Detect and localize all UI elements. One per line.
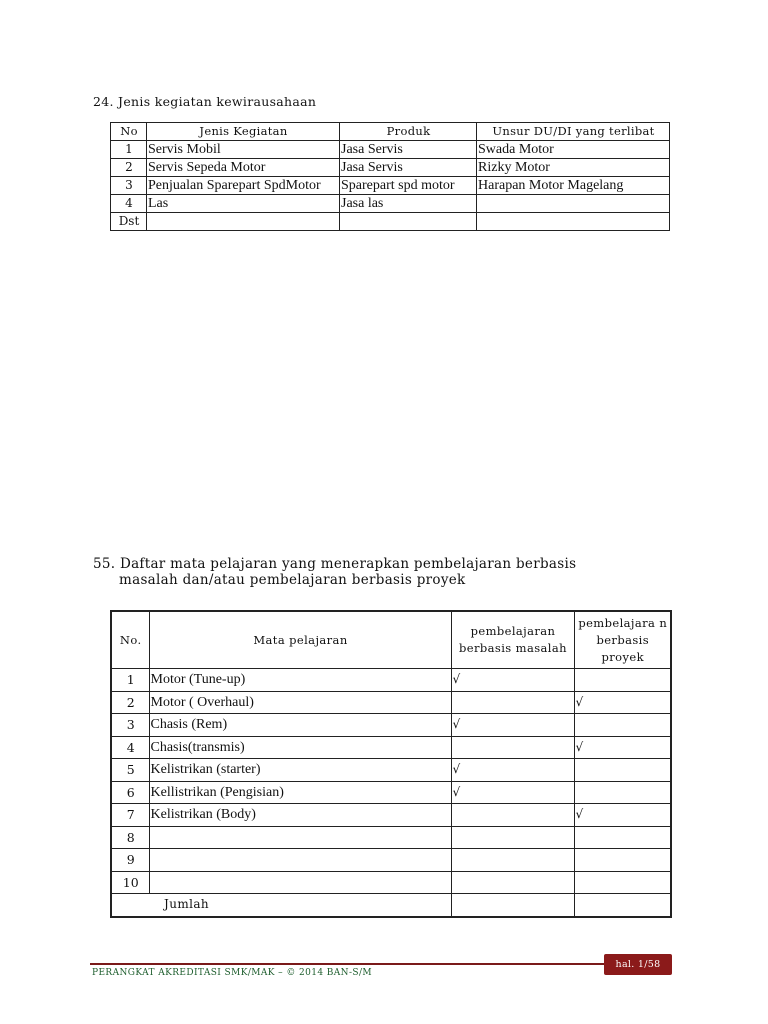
table-row xyxy=(111,213,670,231)
cell-mapel: Kelistrikan (Body) xyxy=(149,804,451,827)
cell-masalah-check xyxy=(451,691,574,714)
cell-kegiatan: Penjualan Sparepart SpdMotor xyxy=(147,177,340,195)
section-24-heading: 24. Jenis kegiatan kewirausahaan xyxy=(93,94,317,109)
cell-unsur: Rizky Motor xyxy=(477,159,670,177)
cell-mapel: Chasis(transmis) xyxy=(149,736,451,759)
cell-proyek-check xyxy=(574,781,671,804)
col-header-kegiatan: Jenis Kegiatan xyxy=(147,123,340,141)
table-row xyxy=(111,714,671,737)
col-header-no: No. xyxy=(111,611,149,669)
cell-masalah-check: √ xyxy=(451,669,574,692)
subjects-table xyxy=(110,610,672,918)
col-header-produk: Produk xyxy=(340,123,477,141)
table-row xyxy=(111,669,671,692)
cell-proyek-check xyxy=(574,849,671,872)
cell-masalah-check: √ xyxy=(451,759,574,782)
cell-no: 2 xyxy=(111,159,147,177)
table-row xyxy=(111,691,671,714)
cell-masalah-check xyxy=(451,826,574,849)
cell-mapel xyxy=(149,826,451,849)
cell-unsur xyxy=(477,195,670,213)
cell-proyek-check xyxy=(574,669,671,692)
total-proyek xyxy=(574,894,671,917)
col-header-masalah: pembelajaran berbasis masalah xyxy=(451,611,574,669)
cell-unsur: Harapan Motor Magelang xyxy=(477,177,670,195)
table-row xyxy=(111,826,671,849)
cell-no: 6 xyxy=(111,781,149,804)
cell-produk: Sparepart spd motor xyxy=(340,177,477,195)
footer-divider xyxy=(90,963,672,965)
cell-masalah-check: √ xyxy=(451,781,574,804)
table-row xyxy=(111,849,671,872)
cell-no: 3 xyxy=(111,714,149,737)
table-row xyxy=(111,177,670,195)
entrepreneurship-table xyxy=(110,122,670,231)
cell-no: 1 xyxy=(111,669,149,692)
cell-no: 3 xyxy=(111,177,147,195)
cell-no: Dst xyxy=(111,213,147,231)
table-row xyxy=(111,759,671,782)
footer-text: PERANGKAT AKREDITASI SMK/MAK – © 2014 BAN-S/M xyxy=(92,968,372,978)
table-row xyxy=(111,141,670,159)
cell-masalah-check xyxy=(451,871,574,894)
total-masalah xyxy=(451,894,574,917)
cell-unsur: Swada Motor xyxy=(477,141,670,159)
cell-proyek-check: √ xyxy=(574,691,671,714)
cell-proyek-check: √ xyxy=(574,804,671,827)
cell-proyek-check xyxy=(574,714,671,737)
cell-no: 9 xyxy=(111,849,149,872)
cell-mapel xyxy=(149,849,451,872)
table-row xyxy=(111,781,671,804)
col-header-no: No xyxy=(111,123,147,141)
section-55-heading xyxy=(93,556,576,588)
cell-kegiatan xyxy=(147,213,340,231)
cell-mapel xyxy=(149,871,451,894)
cell-kegiatan: Servis Sepeda Motor xyxy=(147,159,340,177)
total-row xyxy=(111,894,671,917)
cell-proyek-check xyxy=(574,826,671,849)
cell-produk: Jasa Servis xyxy=(340,159,477,177)
cell-proyek-check xyxy=(574,871,671,894)
cell-kegiatan: Las xyxy=(147,195,340,213)
table-row xyxy=(111,159,670,177)
cell-no: 2 xyxy=(111,691,149,714)
page-number-badge: hal. 1/58 xyxy=(604,954,672,975)
cell-mapel: Kellistrikan (Pengisian) xyxy=(149,781,451,804)
section-55-heading-line2: masalah dan/atau pembelajaran berbasis proyek xyxy=(119,572,466,588)
table-row xyxy=(111,195,670,213)
table-header-row xyxy=(111,611,671,669)
table-row xyxy=(111,871,671,894)
cell-masalah-check: √ xyxy=(451,714,574,737)
cell-kegiatan: Servis Mobil xyxy=(147,141,340,159)
cell-no: 4 xyxy=(111,736,149,759)
table-row xyxy=(111,736,671,759)
col-header-unsur: Unsur DU/DI yang terlibat xyxy=(477,123,670,141)
cell-masalah-check xyxy=(451,804,574,827)
cell-mapel: Kelistrikan (starter) xyxy=(149,759,451,782)
cell-no: 1 xyxy=(111,141,147,159)
cell-produk xyxy=(340,213,477,231)
cell-unsur xyxy=(477,213,670,231)
col-header-mapel: Mata pelajaran xyxy=(149,611,451,669)
cell-no: 10 xyxy=(111,871,149,894)
col-header-proyek: pembelajara n berbasis proyek xyxy=(574,611,671,669)
table-header-row xyxy=(111,123,670,141)
cell-proyek-check xyxy=(574,759,671,782)
table-row xyxy=(111,804,671,827)
cell-masalah-check xyxy=(451,849,574,872)
cell-no: 5 xyxy=(111,759,149,782)
cell-produk: Jasa Servis xyxy=(340,141,477,159)
cell-no: 4 xyxy=(111,195,147,213)
cell-no: 8 xyxy=(111,826,149,849)
cell-no: 7 xyxy=(111,804,149,827)
section-55-heading-line1: 55. Daftar mata pelajaran yang menerapkan pembelajaran berbasis xyxy=(93,556,577,572)
cell-proyek-check: √ xyxy=(574,736,671,759)
cell-mapel: Chasis (Rem) xyxy=(149,714,451,737)
cell-masalah-check xyxy=(451,736,574,759)
cell-mapel: Motor ( Overhaul) xyxy=(149,691,451,714)
cell-mapel: Motor (Tune-up) xyxy=(149,669,451,692)
total-label: Jumlah xyxy=(111,894,451,917)
cell-produk: Jasa las xyxy=(340,195,477,213)
